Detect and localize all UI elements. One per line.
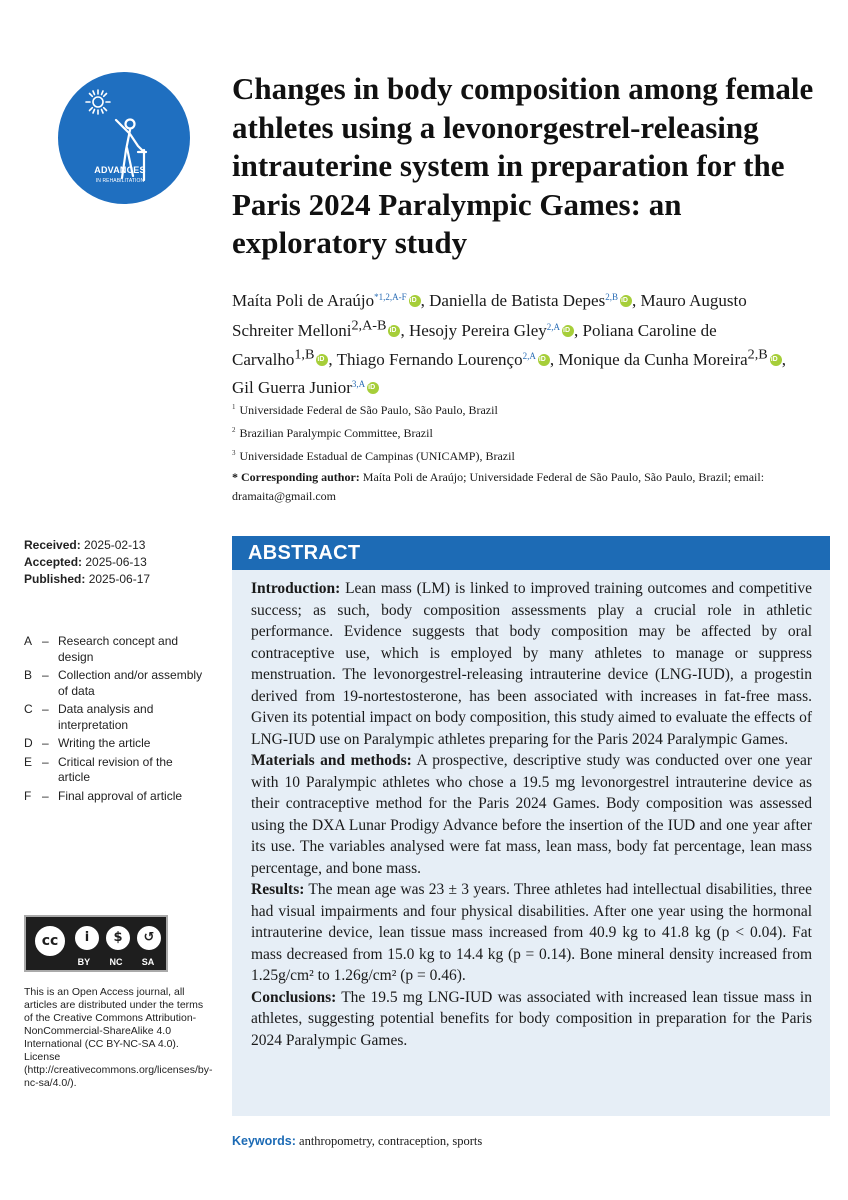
abstract-section-text: The mean age was 23 ± 3 years. Three athletes had intellectual disabilities, three had visual impairments and four physical disabilities. After one year using the hormonal intrauterine device, lean tissue mass increased from 40.9 kg to 41.8 kg (p < 0.04). Fat mass decreased from 15.0 kg to 14.4 kg (p = 0.14). Bone mineral density increased from 1.25g/cm² to 1.26g/cm² (p = 0.46). (251, 881, 812, 984)
author (232, 378, 379, 397)
affiliation-list (232, 397, 812, 466)
author-name: Mauro Augusto Schreiter Melloni (232, 291, 747, 340)
author: Maíta Poli de Araújo$^{*1,2,A-F}$iD , (232, 291, 425, 310)
abstract-section-text: The 19.5 mg LNG-IUD was associated with increased lean tissue mass in athletes, suggesting potential benefits for body composition in preparation for the Paris 2024 Paralympic Games. (251, 988, 812, 1049)
abstract-heading: ABSTRACT (232, 536, 830, 570)
abstract-section (251, 987, 812, 1052)
logo-figure-icon (58, 72, 190, 204)
contribution-item: B – Collection and/or assembly of data (24, 668, 203, 698)
author: Thiago Fernando Lourenço$^{2,A}$iD , (337, 350, 555, 369)
author-name: Daniella de Batista Depes (429, 291, 606, 310)
abstract-section (251, 750, 812, 879)
journal-logo (58, 72, 190, 204)
abstract-section (251, 879, 812, 987)
contribution-item: D – Writing the article (24, 736, 151, 750)
orcid-icon[interactable] (538, 354, 550, 366)
author-name: Poliana Caroline de Carvalho (232, 320, 717, 370)
published-date: Published: 2025-06-17 (24, 572, 151, 586)
abstract-section-label: Conclusions: (251, 988, 337, 1006)
abstract-section (251, 578, 812, 750)
journal-name: ADVANCES (94, 165, 146, 175)
author-affiliation-marker: 2,A (522, 351, 536, 362)
noncommercial-icon: $ (103, 923, 133, 953)
author-affiliation-marker: 3,A (351, 379, 366, 390)
author-name: Maíta Poli de Araújo (232, 291, 375, 310)
contribution-item: C – Data analysis and interpretation (24, 702, 154, 732)
orcid-icon[interactable] (388, 325, 400, 337)
author-name: Thiago Fernando Lourenço (336, 350, 523, 370)
corresponding-author-label: * Corresponding author: (232, 470, 360, 484)
affiliation-number: 1 (232, 403, 236, 411)
abstract-section-label: Introduction: (251, 580, 341, 597)
affiliation-text: Brazilian Paralympic Committee, Brazil (239, 426, 433, 440)
abstract-body (232, 570, 830, 1116)
author-name: Gil Guerra Junior (232, 378, 352, 398)
affiliation-text: Universidade Federal de São Paulo, São Paulo, Brazil (239, 403, 498, 417)
orcid-icon[interactable] (770, 354, 782, 366)
corresponding-author (232, 468, 802, 506)
author-affiliation-marker: 2,A (546, 321, 561, 332)
sharealike-icon: ↺ (134, 923, 164, 953)
orcid-icon[interactable] (316, 354, 328, 366)
contribution-item: A – Research concept and design (24, 634, 179, 664)
orcid-icon[interactable] (620, 295, 632, 307)
abstract-section-text: Lean mass (LM) is linked to improved training outcomes and competitive success; as such, body composition assessments play a crucial role in athletic performance. Evidence suggests that body composition may be affected by oral contraceptive use, which is employed by many athletes to manage or suppress menstruation. The levonorgestrel-releasing intrauterine device (LNG-IUD), a progestin derived from 19-nortestosterone, has been associated with increases in fat-free mass. Given its potential impact on body composition, this study aimed to evaluate the effects of LNG-IUD use on Paralympic athletes preparing for the Paris 2024 Paralympic Games. (251, 580, 813, 748)
author-name: Monique da Cunha Moreira (558, 350, 748, 370)
affiliation (232, 443, 812, 466)
author-name: Hesojy Pereira Gley (408, 320, 547, 340)
abstract-section-text: A prospective, descriptive study was conducted over one year with 10 Paralympic athletes who chose a 19.5 mg levonorgestrel intrauterine device as their contraceptive method for the Paris 2024 Games. Body composition was assessed using the DXA Lunar Prodigy Advance before the insertion of the IUD and one year after its use. The variables analysed were fat mass, lean mass, body fat percentage, lean mass percentage, and bone mass. (251, 752, 812, 877)
affiliation-text: Universidade Estadual de Campinas (UNICAMP), Brazil (239, 449, 515, 463)
orcid-icon[interactable] (367, 382, 379, 394)
cc-icon: cc (32, 923, 68, 959)
affiliation-number: 3 (232, 449, 236, 457)
orcid-icon[interactable] (562, 325, 574, 337)
affiliation-number: 2 (232, 426, 236, 434)
author: Daniella de Batista Depes$^{2,B}$iD , (429, 291, 636, 310)
keywords-text: anthropometry, contraception, sports (299, 1134, 483, 1148)
abstract-section-label: Results: (251, 881, 305, 898)
corresponding-author-text: Maíta Poli de Araújo; Universidade Federal de São Paulo, São Paulo, Brazil; email: dramaita@gmail.com (232, 470, 765, 503)
received-date: Received: 2025-02-13 (24, 538, 146, 552)
author-affiliation-marker: 1,B (294, 346, 315, 363)
author: Monique da Cunha Moreira$^{2,B}$iD , (558, 350, 786, 369)
keywords (232, 1134, 482, 1149)
author: Hesojy Pereira Gley$^{2,A}$iD , (409, 321, 578, 340)
article-title: Changes in body composition among female athletes using a levonorgestrel-releasing intrauterine system in preparation for the Paris 2024 Paralympic Games: an exploratory study (232, 71, 814, 260)
license-text: This is an Open Access journal, all articles are distributed under the terms of the Creative Commons Attribution-NonCommercial-ShareAlike 4.0 International (CC BY-NC-SA 4.0). License (http://creativecommons.org/licenses/by-nc-sa/4.0/). (24, 986, 213, 1089)
attribution-icon: i (72, 923, 102, 953)
article-dates (24, 537, 150, 588)
journal-subname: IN REHABILITATION (95, 178, 145, 184)
abstract-section-label: Materials and methods: (251, 752, 412, 769)
contribution-legend (24, 634, 204, 807)
author-affiliation-marker: 2,A-B (351, 317, 387, 333)
accepted-date: Accepted: 2025-06-13 (24, 555, 147, 569)
author-affiliation-marker: 2,B (605, 292, 618, 302)
affiliation (232, 397, 812, 420)
author-list (232, 285, 802, 400)
cc-license-badge[interactable] (24, 915, 168, 972)
affiliation (232, 420, 812, 443)
keywords-label: Keywords: (232, 1134, 296, 1148)
author: Mauro Augusto Schreiter Melloni$^{2,A-B}$iD , (232, 291, 747, 340)
author-affiliation-marker: *1,2,A-F (374, 292, 407, 302)
cc-labels: BY NC SA (77, 957, 155, 967)
orcid-icon[interactable] (409, 295, 421, 307)
author: Poliana Caroline de Carvalho$^{1,B}$iD , (232, 321, 717, 370)
author-affiliation-marker: 2,B (747, 346, 768, 363)
contribution-item: E – Critical revision of the article (24, 754, 173, 784)
contribution-item: F – Final approval of article (24, 788, 183, 803)
